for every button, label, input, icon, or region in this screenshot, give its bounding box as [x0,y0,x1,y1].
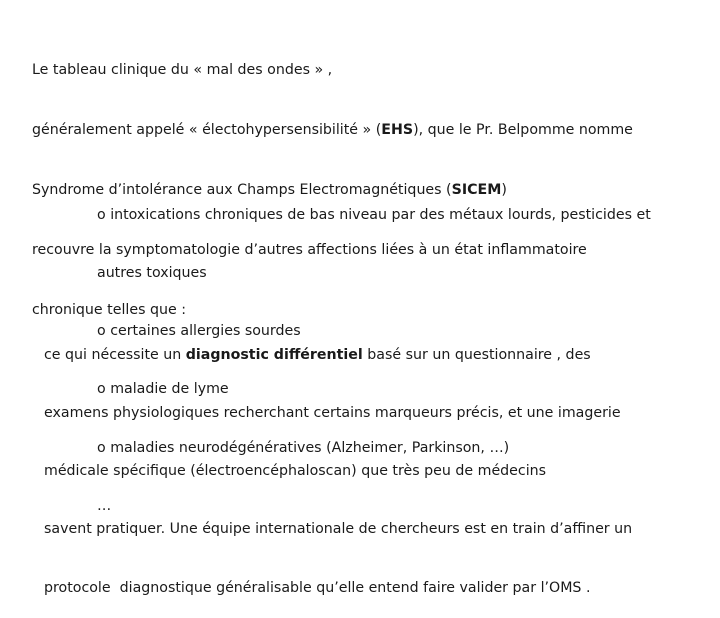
list-item: o certaines allergies sourdes [97,323,301,340]
conclusion-line-4: savent pratiquer. Une équipe internationale de chercheurs est en train d’affiner un [44,521,633,538]
conclusion-paragraph [44,307,632,618]
list-item: o maladies neurodégénératives (Alzheimer, Parkinson, …) [97,439,510,456]
conclusion-line-3: médicale spécifique (électroencéphaloscan) que très peu de médecins [44,463,547,480]
intro-line-5: chronique telles que : [32,302,186,318]
list-item: o maladie de lyme [97,381,229,398]
conclusion-line-1 [44,346,632,365]
list-item: autres toxiques [97,265,207,282]
conclusion-line-5: protocole diagnostique généralisable qu’elle entend faire valider par l’OMS . [44,579,591,596]
intro-line-3-text: Syndrome d’intolérance aux Champs Electromagnétiques ( [32,182,452,198]
intro-line-4: recouvre la symptomatologie d’autres affections liées à un état inflammatoire [32,242,587,258]
intro-line-2-text: généralement appelé « électohypersensibilité » ( [32,122,382,138]
intro-line-3-end: ) [501,182,507,198]
intro-line-2 [32,120,633,140]
conclusion-line-1-end: basé sur un questionnaire , des [362,346,591,363]
diagnostic-term: diagnostic différentiel [185,346,363,363]
list-item: o intoxications chroniques de bas niveau par des métaux lourds, pesticides et [97,206,651,223]
list-item: … [97,497,112,514]
intro-line-1: Le tableau clinique du « mal des ondes » , [32,62,333,78]
conclusion-line-2: examens physiologiques recherchant certains marqueurs précis, et une imagerie [44,405,621,422]
intro-line-2-end: ), que le Pr. Belpomme nomme [413,122,633,138]
sicem-acronym: SICEM [451,182,502,198]
conclusion-line-1-text: ce qui nécessite un [44,346,186,363]
ehs-acronym: EHS [381,122,414,138]
